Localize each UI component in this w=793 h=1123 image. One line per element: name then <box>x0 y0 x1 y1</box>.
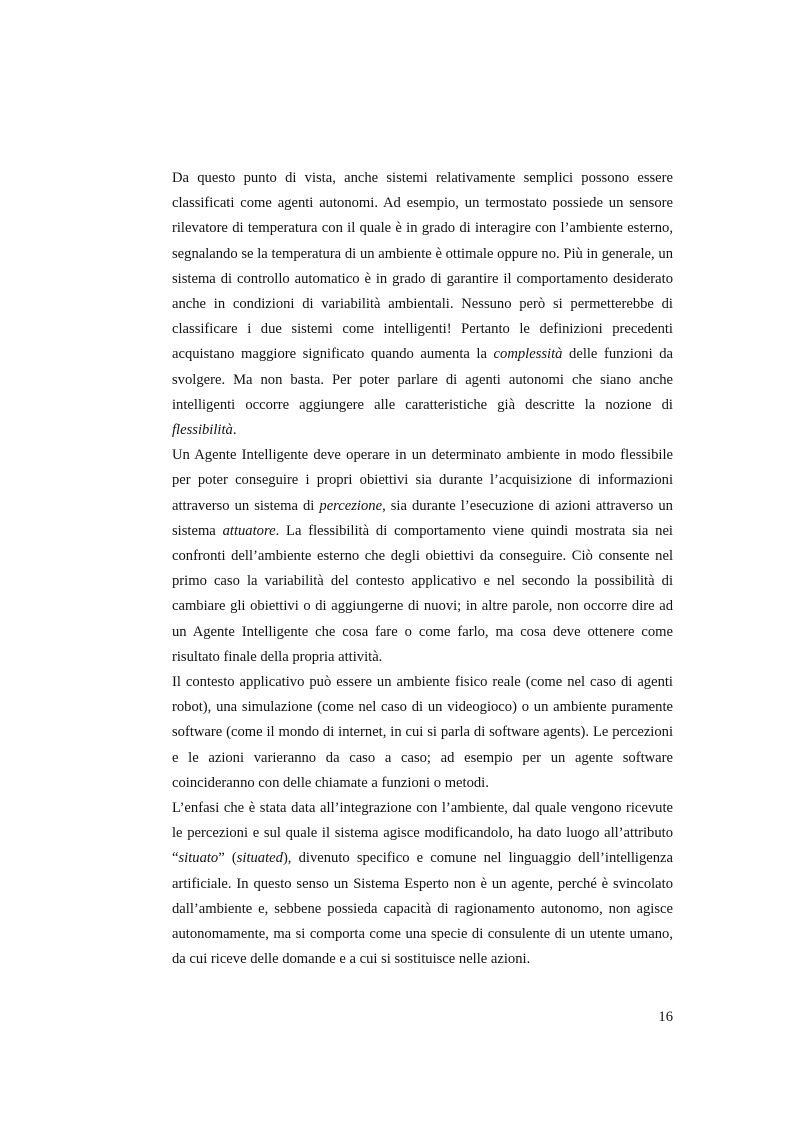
paragraph: L’enfasi che è stata data all’integrazione con l’ambiente, dal quale vengono ricevute le percezioni e sul quale il sistema agisce modificandolo, ha dato luogo all’attributo “situato” (situated), divenuto specifico e comune nel linguaggio dell’intelligenza artificiale. In questo senso un Sistema Esperto non è un agente, perché è svincolato dall’ambiente e, sebbene possieda capacità di ragionamento autonomo, non agisce autonomamente, ma si comporta come una specie di consulente di un utente umano, da cui riceve delle domande e a cui si sostituisce nelle azioni. <box>172 800 673 968</box>
italic-term: complessità <box>493 346 563 363</box>
paragraph: Da questo punto di vista, anche sistemi relativamente semplici possono essere classificati come agenti autonomi. Ad esempio, un termostato possiede un sensore rilevatore di temperatura con il quale è in grado di interagire con l’ambiente esterno, segnalando se la temperatura di un ambiente è ottimale oppure no. Più in generale, un sistema di controllo automatico è in grado di garantire il comportamento desiderato anche in condizioni di variabilità ambientali. Nessuno però si permetterebbe di classificare i due sistemi come intelligenti! Pertanto le definizioni precedenti acquistano maggiore significato quando aumenta la complessità delle funzioni da svolgere. Ma non basta. Per poter parlare di agenti autonomi che siano anche intelligenti occorre aggiungere alle caratteristiche già descritte la nozione di flessibilità. <box>172 170 673 439</box>
italic-term: flessibilità <box>172 422 233 439</box>
italic-term: percezione <box>319 497 383 514</box>
page-number: 16 <box>658 1009 673 1025</box>
italic-term: situated <box>236 850 283 867</box>
paragraph: Il contesto applicativo può essere un ambiente fisico reale (come nel caso di agenti robot), una simulazione (come nel caso di un videogioco) o un ambiente puramente software (come il mondo di internet, in cui si parla di software agents). Le percezioni e le azioni varieranno da caso a caso; ad esempio per un agente software coincideranno con delle chiamate a funzioni o metodi. <box>172 674 673 791</box>
paragraph: Un Agente Intelligente deve operare in un determinato ambiente in modo flessibile per poter conseguire i propri obiettivi sia durante l’acquisizione di informazioni attraverso un sistema di percezione, sia durante l’esecuzione di azioni attraverso un sistema attuatore. La flessibilità di comportamento viene quindi mostrata sia nei confronti dell’ambiente esterno che degli obiettivi da conseguire. Ciò consente nel primo caso la variabilità del contesto applicativo e nel secondo la possibilità di cambiare gli obiettivi o di aggiungerne di nuovi; in altre parole, non occorre dire ad un Agente Intelligente che cosa fare o come farlo, ma cosa deve ottenere come risultato finale della propria attività. <box>172 447 673 665</box>
italic-term: attuatore <box>222 522 276 539</box>
italic-term: situato <box>178 850 219 867</box>
page-body <box>172 166 673 973</box>
